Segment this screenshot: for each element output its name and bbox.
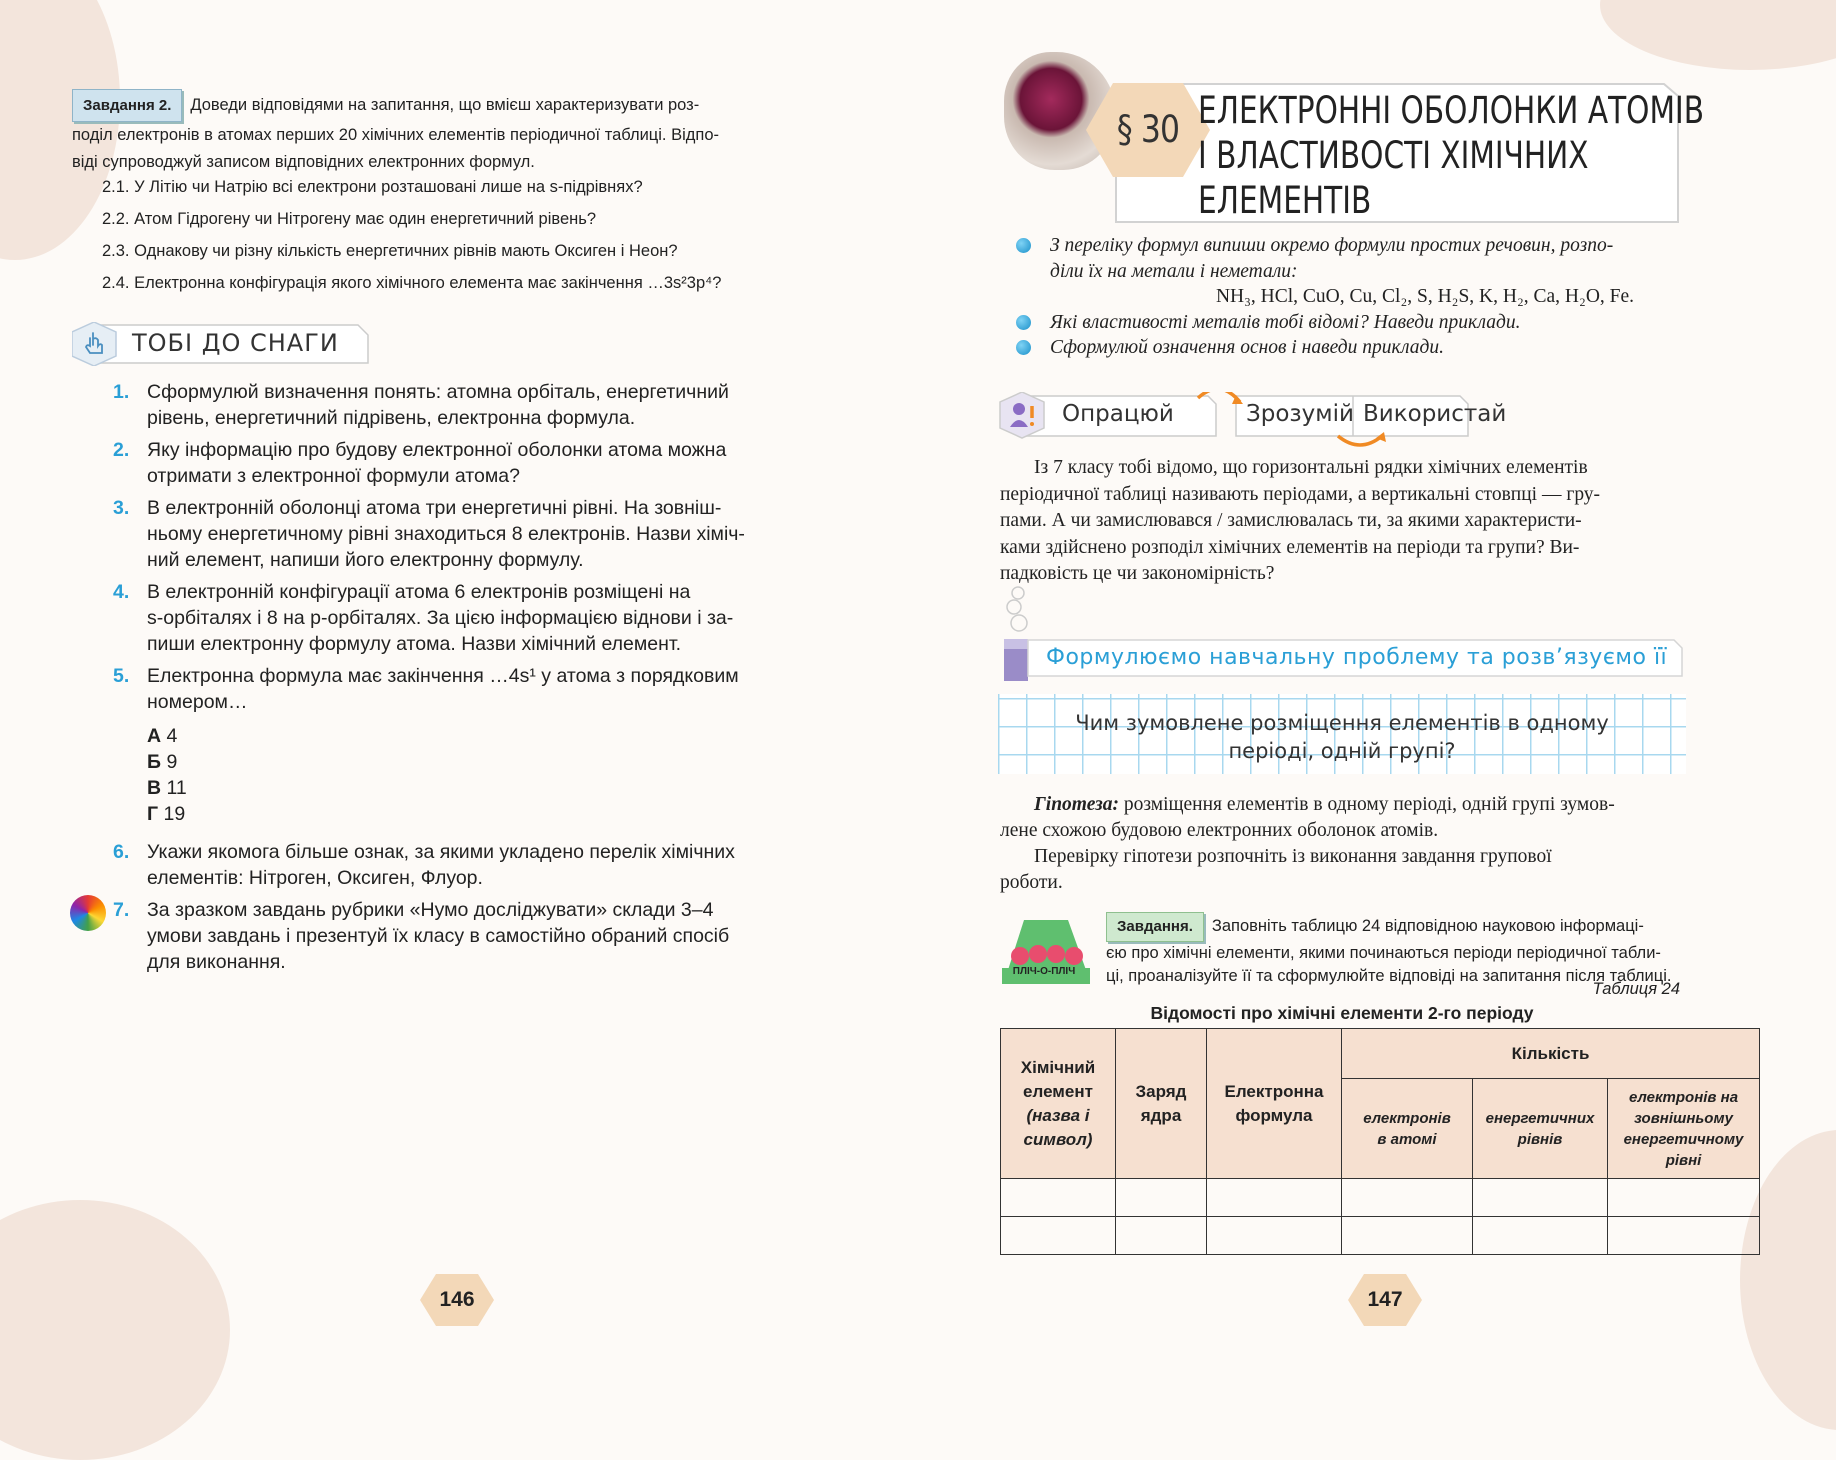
header-text: (назва і: [1026, 1105, 1090, 1125]
question-number: 2.: [113, 439, 130, 461]
question-line: ний елемент, напиши його електронну формулу.: [147, 549, 584, 571]
page-147: [918, 0, 1836, 1360]
question-number: 1.: [113, 381, 130, 403]
paragraph-line: розміщення елементів в одному періоді, одній групі зумов-: [1118, 794, 1615, 815]
task-block: [1106, 912, 1836, 989]
question-number: 3.: [113, 497, 130, 519]
option-value: 19: [163, 803, 186, 825]
answer-option: [147, 723, 843, 749]
question-line: Яку інформацію про будову електронної оболонки атома можна: [147, 439, 727, 461]
header-text: енергетичному: [1623, 1130, 1744, 1148]
question-item: [113, 379, 843, 431]
header-text: ядра: [1140, 1105, 1182, 1125]
bullet-item: [1000, 233, 1836, 310]
option-letter: Б: [147, 751, 162, 773]
question-line: номером…: [147, 691, 248, 713]
table-cell[interactable]: [1116, 1217, 1207, 1255]
group-work-label: ПЛІЧ-О-ПЛІЧ: [1012, 966, 1076, 977]
question-line: Чим зумовлене розміщення елементів в одному: [1075, 711, 1609, 735]
question-item: [113, 663, 843, 715]
header-formula: [1207, 1029, 1342, 1179]
paragraph-line: періодичної таблиці називають періодами, а вертикальні стовпці — гру-: [1000, 483, 1601, 505]
bullet-line: Сформулюй означення основ і наведи приклади.: [1050, 337, 1444, 358]
header-text: елемент: [1023, 1081, 1093, 1101]
question-line: Сформулюй визначення понять: атомна орбіталь, енергетичний: [147, 381, 729, 403]
title-line: І ВЛАСТИВОСТІ ХІМІЧНИХ: [1198, 134, 1589, 177]
question-line: Електронна формула має закінчення …4s¹ у атома з порядковим: [147, 665, 739, 687]
option-letter: Г: [147, 803, 159, 825]
task2-text: поділ електронів в атомах перших 20 хімічних елементів періодичної таблиці. Відпо-: [72, 126, 719, 144]
bullet-dot-icon: [1016, 340, 1031, 355]
task2-items: [102, 171, 862, 299]
snagi-banner: [72, 322, 372, 366]
header-element: [1001, 1029, 1116, 1179]
section-number: § 30: [1116, 108, 1180, 151]
question-item: [113, 437, 843, 489]
task-label: Завдання 2.: [72, 89, 182, 122]
question-line: s-орбіталях і 8 на p-орбіталях. За цією інформацією віднови і за-: [147, 607, 734, 629]
task2-item: 2.2. Атом Гідрогену чи Нітрогену має один енергетичний рівень?: [102, 210, 597, 228]
question-line: отримати з електронної формули атома?: [147, 465, 520, 487]
task2-block: [72, 89, 842, 176]
header-count: Кількість: [1342, 1029, 1760, 1079]
paragraph-line: падковість це чи закономірність?: [1000, 563, 1275, 584]
option-value: 9: [166, 751, 178, 773]
bullet-item: [1000, 335, 1836, 361]
paragraph-line: Із 7 класу тобі відомо, що горизонтальні рядки хімічних елементів: [1034, 457, 1588, 478]
page-146: [0, 0, 918, 1360]
step-label: Використай: [1363, 401, 1507, 427]
answer-option: [147, 775, 843, 801]
table-row: [1001, 1217, 1760, 1255]
problem-banner: Формулюємо навчальну проблему та розв’язуємо її: [1046, 645, 1668, 670]
bullet-dot-icon: [1016, 315, 1031, 330]
header-text: енергетичних: [1485, 1109, 1595, 1127]
subheader-electrons: [1342, 1079, 1473, 1179]
question-number: 7.: [113, 899, 130, 921]
question-line: пиши електронну формулу атома. Назви хімічний елемент.: [147, 633, 682, 655]
answer-option: [147, 749, 843, 775]
table-cell[interactable]: [1473, 1217, 1608, 1255]
option-letter: А: [147, 725, 162, 747]
header-charge: [1116, 1029, 1207, 1179]
question-line: рівень, енергетичний підрівень, електронна формула.: [147, 407, 636, 429]
task2-text: Доведи відповідями на запитання, що вмієш характеризувати роз-: [190, 96, 700, 114]
hypothesis-label: Гіпотеза:: [1034, 794, 1119, 815]
table-header-row: [1001, 1029, 1760, 1079]
step-label: Опрацюй: [1062, 401, 1174, 427]
header-text: формула: [1235, 1105, 1313, 1125]
step-label: Зрозумій: [1246, 401, 1354, 427]
bullet-dot-icon: [1016, 238, 1031, 253]
task2-item: 2.3. Однакову чи різну кількість енергетичних рівнів мають Оксиген і Неон?: [102, 242, 678, 260]
bullet-item: [1000, 310, 1836, 336]
steps-bar: [998, 392, 1538, 442]
data-table: [1000, 1028, 1760, 1255]
intro-paragraph: [1000, 455, 1836, 588]
paragraph-line: пами. А чи замислювався / замислювалась ти, за якими характеристи-: [1000, 510, 1582, 531]
question-item: [113, 495, 843, 573]
header-text: Заряд: [1135, 1081, 1187, 1101]
snagi-title: ТОБІ ДО СНАГИ: [132, 329, 339, 357]
option-value: 4: [166, 725, 178, 747]
questions-list: [113, 379, 843, 975]
table-cell[interactable]: [1342, 1217, 1473, 1255]
question-line: елементів: Нітроген, Оксиген, Флуор.: [147, 867, 483, 889]
header-text: зовнішньому: [1634, 1109, 1733, 1127]
task2-text: віді супроводжуй записом відповідних електронних формул.: [72, 153, 535, 171]
task2-item: 2.4. Електронна конфігурація якого хімічного елемента має закінчення …3s²3p⁴?: [102, 274, 722, 292]
bullet-line: Які властивості металів тобі відомі? Наведи приклади.: [1050, 311, 1521, 333]
question-line: періоді, одній групі?: [1228, 739, 1456, 763]
question-line: ньому енергетичному рівні знаходиться 8 електронів. Назви хіміч-: [147, 523, 745, 545]
paragraph-line: ками здійснено розподіл хімічних елементів на періоди та групи? Ви-: [1000, 536, 1580, 558]
table-cell[interactable]: [1608, 1217, 1760, 1255]
color-wheel-icon: [70, 895, 106, 931]
subheader-levels: [1473, 1079, 1608, 1179]
question-line: для виконання.: [147, 951, 286, 973]
question-line: В електронній оболонці атома три енергетичні рівні. На зовніш-: [147, 497, 722, 519]
answer-options: [147, 723, 843, 827]
pointing-hand-icon: [80, 329, 110, 359]
title-line: ЕЛЕКТРОННІ ОБОЛОНКИ АТОМІВ: [1198, 89, 1705, 132]
page-number: 147: [1367, 1288, 1403, 1311]
task-line: єю про хімічні елементи, якими починаються періоди періодичної табли-: [1106, 943, 1661, 962]
bullet-line: З переліку формул випиши окремо формули простих речовин, розпо-: [1050, 235, 1614, 256]
question-line: В електронній конфігурації атома 6 електронів розміщені на: [147, 581, 691, 603]
task-label: Завдання.: [1106, 912, 1204, 942]
question-item: [113, 579, 843, 657]
title-line: ЕЛЕМЕНТІВ: [1198, 179, 1372, 222]
warmup-bullets: [1000, 233, 1836, 361]
question-item: [113, 839, 843, 891]
table-cell[interactable]: [1608, 1179, 1760, 1217]
formula-list: NH₃, HCl, CuO, Cu, Cl₂, S, H₂S, K, H₂, Ca, H₂O, Fe.: [1215, 286, 1635, 307]
table-number: Таблиця 24: [1592, 980, 1680, 998]
option-value: 11: [166, 777, 187, 799]
header-text: електронів на: [1628, 1088, 1739, 1106]
task2-item: 2.1. У Літію чи Натрію всі електрони розташовані лише на s-підрівнях?: [102, 178, 643, 196]
table-cell[interactable]: [1001, 1179, 1116, 1217]
question-number: 6.: [113, 841, 130, 863]
header-text: рівні: [1665, 1151, 1702, 1169]
answer-option: [147, 801, 843, 827]
table-cell[interactable]: [1116, 1179, 1207, 1217]
paragraph-line: роботи.: [1000, 872, 1063, 893]
bullet-line: діли їх на метали і неметали:: [1050, 260, 1298, 282]
table-cell[interactable]: [1473, 1179, 1608, 1217]
question-line: За зразком завдань рубрики «Нумо досліджувати» склади 3–4: [147, 899, 714, 921]
header-text: електронів: [1363, 1109, 1451, 1127]
question-item: [113, 897, 843, 975]
table-title: Відомості про хімічні елементи 2-го періоду: [1150, 1003, 1534, 1023]
question-line: Укажи якомога більше ознак, за якими укладено перелік хімічних: [147, 841, 735, 863]
subheader-outer: [1608, 1079, 1760, 1179]
table-row: [1001, 1179, 1760, 1217]
question-number: 5.: [113, 665, 130, 687]
page-number: 146: [439, 1288, 475, 1311]
header-text: Хімічний: [1020, 1057, 1096, 1077]
learner-icon: [1008, 401, 1038, 431]
problem-question: [998, 709, 1686, 765]
question-number: 4.: [113, 581, 130, 603]
header-text: рівнів: [1517, 1130, 1563, 1148]
header-text: символ): [1023, 1129, 1093, 1149]
header-text: Електронна: [1224, 1081, 1324, 1101]
table-cell[interactable]: [1207, 1217, 1342, 1255]
paragraph-line: лене схожою будовою електронних оболонок атомів.: [1000, 820, 1439, 841]
section-title: [1198, 88, 1704, 223]
task-line: ці, проаналізуйте її та сформулюйте відповіді на запитання після таблиці.: [1106, 967, 1672, 985]
header-text: в атомі: [1377, 1130, 1437, 1148]
table-cell[interactable]: [1001, 1217, 1116, 1255]
question-line: умови завдань і презентуй їх класу в самостійно обраний спосіб: [147, 925, 730, 947]
table-cell[interactable]: [1342, 1179, 1473, 1217]
task-line: Заповніть таблицю 24 відповідною науковою інформаці-: [1211, 917, 1644, 935]
option-letter: В: [147, 777, 162, 799]
paragraph-line: Перевірку гіпотези розпочніть із виконання завдання групової: [1034, 846, 1552, 867]
hypothesis-paragraph: [1000, 792, 1836, 896]
table-cell[interactable]: [1207, 1179, 1342, 1217]
